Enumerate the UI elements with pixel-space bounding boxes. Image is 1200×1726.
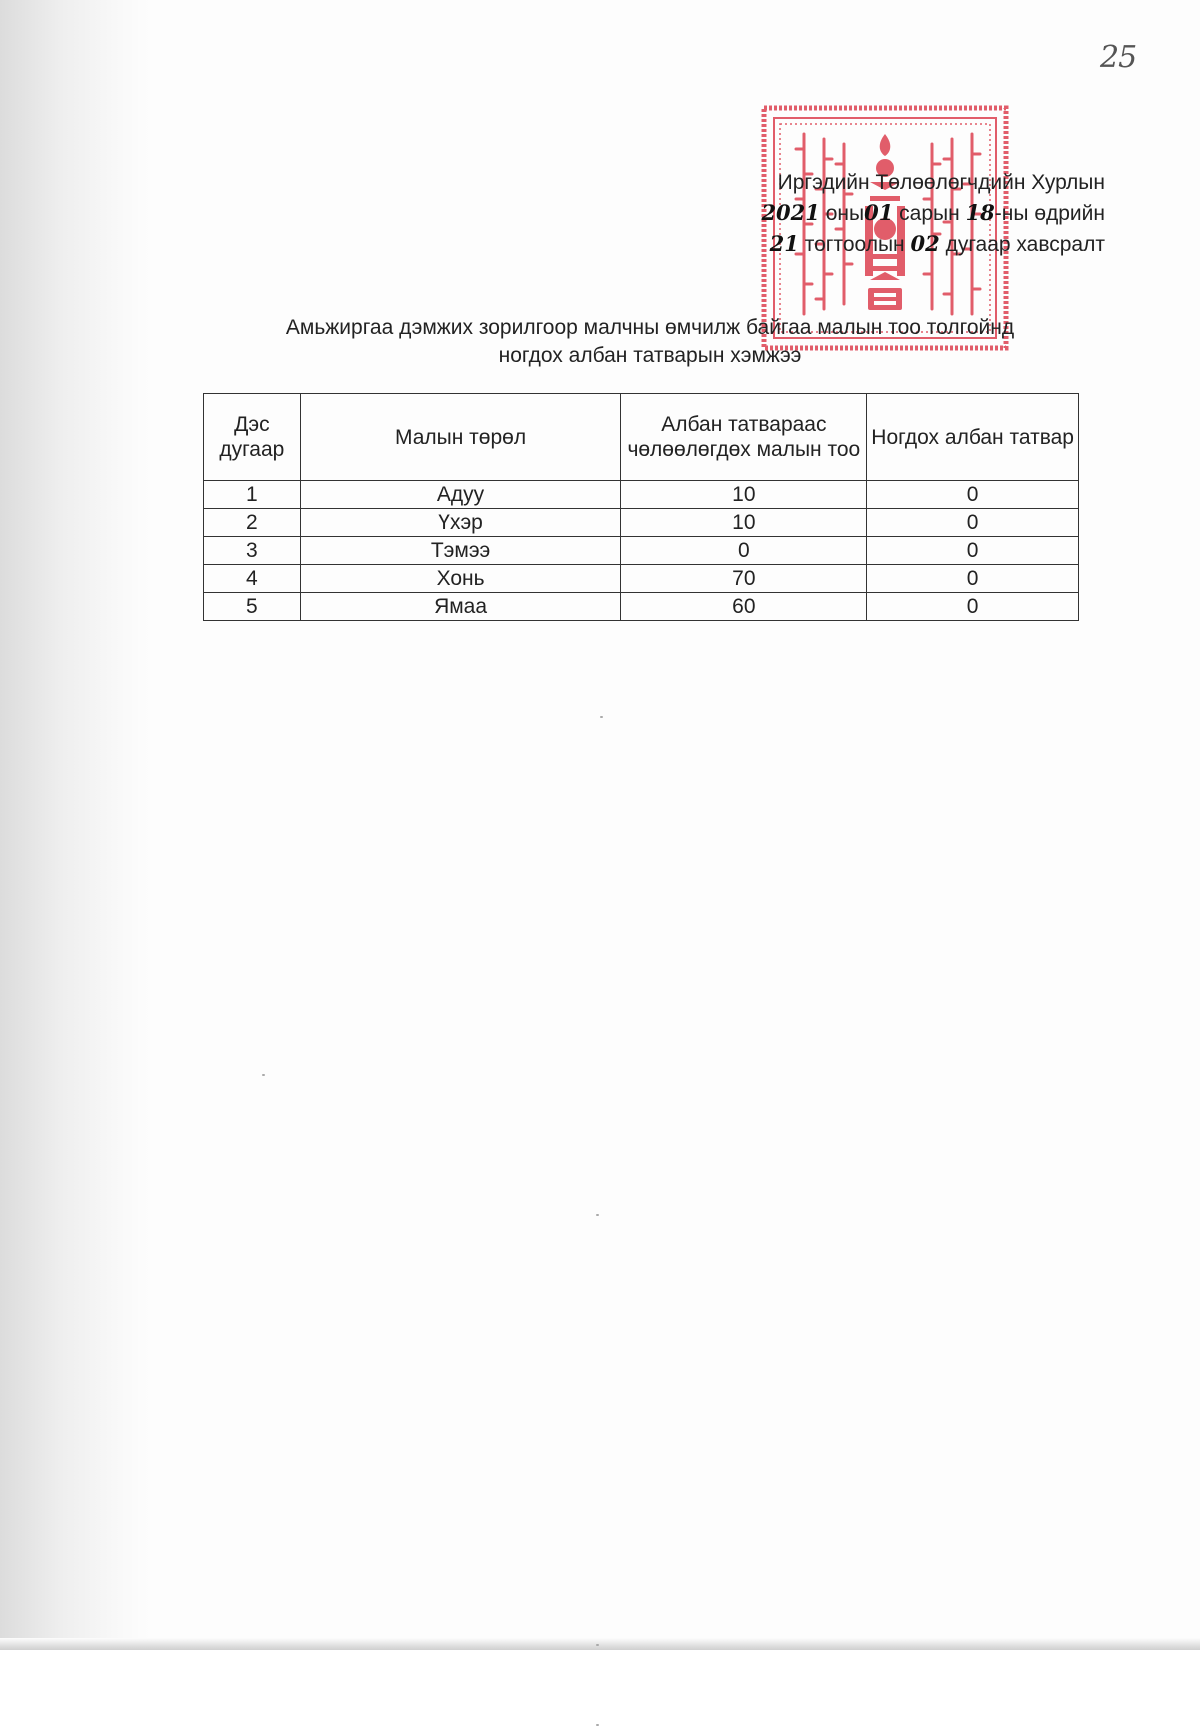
- cell-exempt: 70: [621, 565, 867, 593]
- cell-type: Тэмээ: [300, 537, 621, 565]
- table-row: [204, 509, 1079, 537]
- title-line-2: ногдох албан татварын хэмжээ: [498, 344, 802, 367]
- cell-type: Ямаа: [300, 593, 621, 621]
- header-exempt: Албан татвараас чөлөөлөгдөх малын тоо: [621, 394, 867, 481]
- council-name: Иргэдийн Төлөөлөгчдийн Хурлын: [777, 171, 1105, 194]
- day-suffix: -ны өдрийн: [994, 202, 1105, 225]
- cell-exempt: 10: [621, 509, 867, 537]
- scan-speck: [596, 1644, 599, 1646]
- table-header-row: [204, 394, 1079, 481]
- handwritten-page-number: 25: [1100, 40, 1137, 75]
- cell-tax: 0: [867, 537, 1079, 565]
- header-no: Дэс дугаар: [204, 394, 301, 481]
- cell-type: Хонь: [300, 565, 621, 593]
- handwritten-resolution-number: 21: [769, 231, 799, 256]
- year-suffix: оны: [819, 202, 865, 225]
- cell-no: 2: [204, 509, 301, 537]
- cell-no: 5: [204, 593, 301, 621]
- scan-speck: [596, 1214, 599, 1216]
- scan-speck: [262, 1074, 265, 1076]
- table-row: [204, 537, 1079, 565]
- scan-bottom-shadow: [0, 1638, 1200, 1650]
- cell-tax: 0: [867, 565, 1079, 593]
- month-suffix: сарын: [893, 202, 966, 225]
- header-type: Малын төрөл: [300, 394, 621, 481]
- cell-no: 3: [204, 537, 301, 565]
- table-row: [204, 593, 1079, 621]
- cell-no: 1: [204, 481, 301, 509]
- handwritten-month: 01: [864, 200, 894, 225]
- resolution-line: [761, 229, 1105, 260]
- document-title: [200, 314, 1100, 370]
- handwritten-year: 2021: [761, 200, 820, 225]
- livestock-tax-table: [203, 393, 1079, 621]
- cell-exempt: 10: [621, 481, 867, 509]
- title-line-1: Амьжиргаа дэмжих зорилгоор малчны өмчилж байгаа малын тоо толгойнд: [285, 316, 1015, 339]
- cell-tax: 0: [867, 593, 1079, 621]
- cell-type: Үхэр: [300, 509, 621, 537]
- cell-exempt: 60: [621, 593, 867, 621]
- table-row: [204, 481, 1079, 509]
- cell-type: Адуу: [300, 481, 621, 509]
- resolution-suffix: тогтоолын: [798, 233, 911, 256]
- handwritten-day: 18: [965, 200, 995, 225]
- cell-tax: 0: [867, 509, 1079, 537]
- scan-edge-shadow: [0, 0, 150, 1650]
- cell-no: 4: [204, 565, 301, 593]
- table-row: [204, 565, 1079, 593]
- annex-header: [761, 168, 1105, 260]
- date-line: [761, 198, 1105, 229]
- cell-exempt: 0: [621, 537, 867, 565]
- header-tax: Ногдох албан татвар: [867, 394, 1079, 481]
- scan-speck: [600, 716, 603, 718]
- annex-suffix: дугаар хавсралт: [939, 233, 1105, 256]
- handwritten-annex-number: 02: [910, 231, 940, 256]
- cell-tax: 0: [867, 481, 1079, 509]
